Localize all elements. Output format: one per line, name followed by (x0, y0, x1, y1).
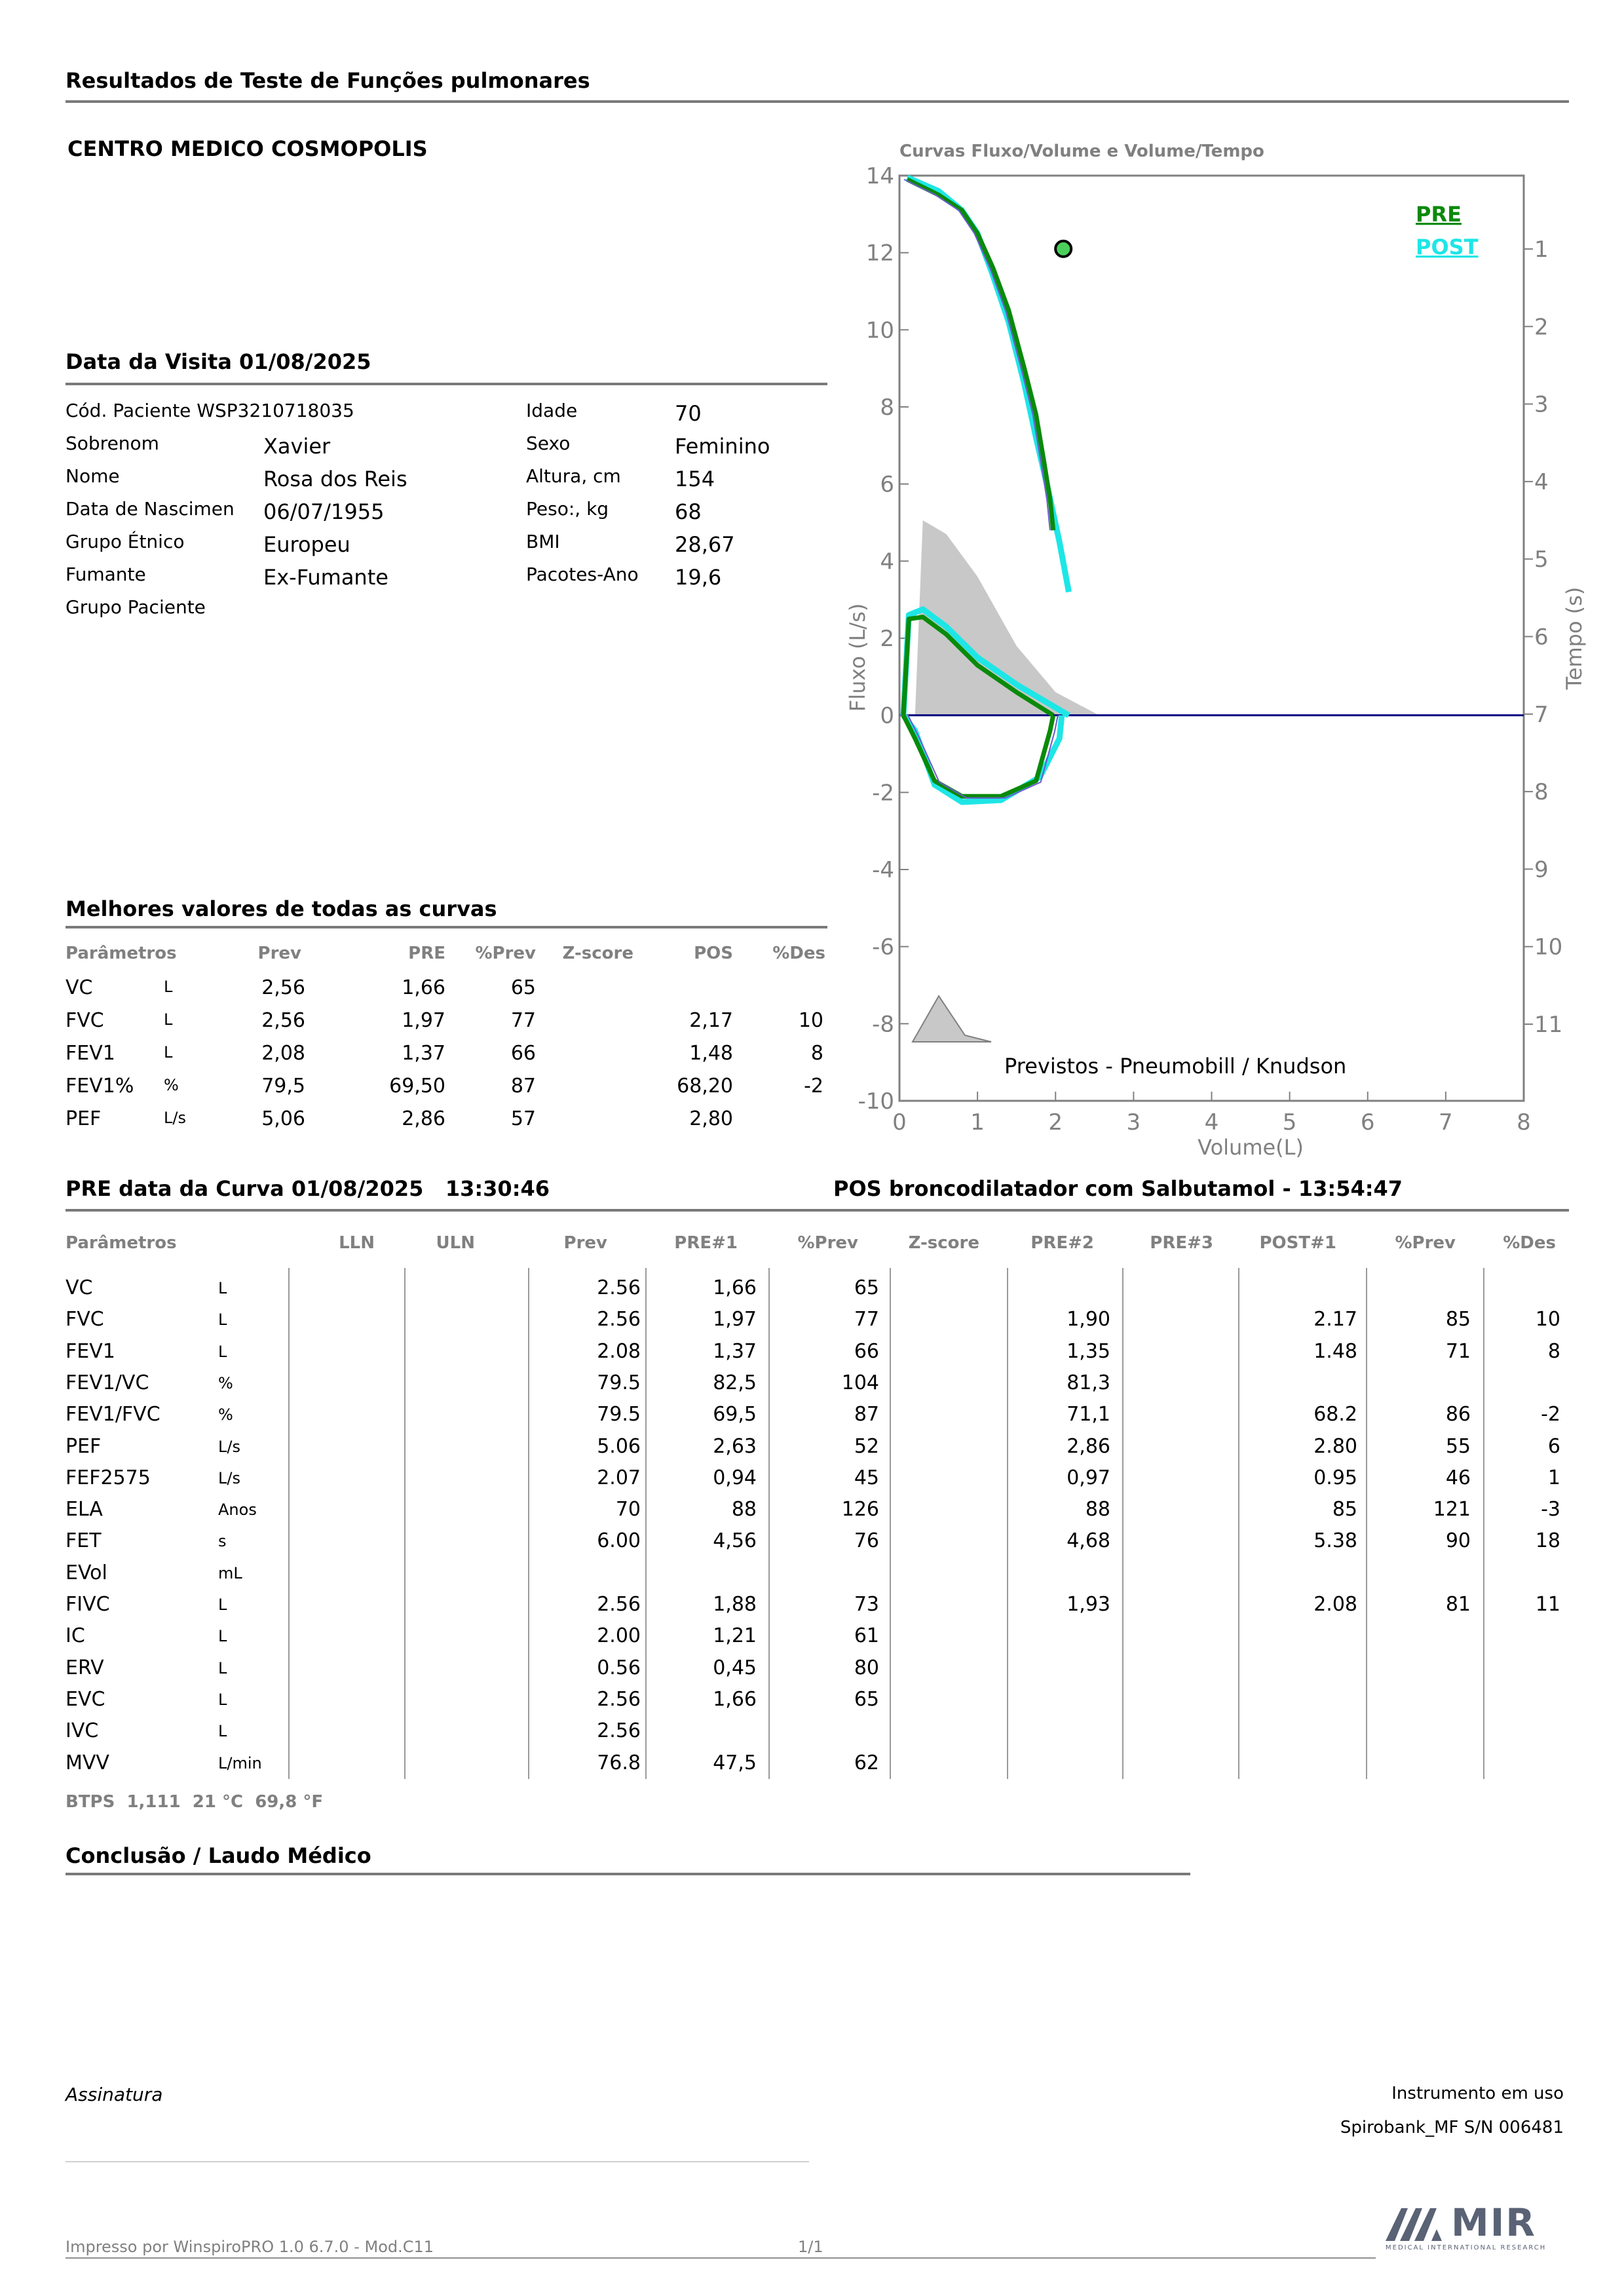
curve-cell-prev: 2.56 (597, 1276, 641, 1299)
curve-cell-prev: 79.5 (597, 1371, 641, 1394)
best-cell-pprev: 65 (510, 976, 536, 999)
curve-cell-post1: 2.17 (1313, 1308, 1357, 1331)
y-tick-label: 0 (880, 702, 894, 729)
best-cell-prev: 5,06 (261, 1107, 305, 1130)
best-cell-prev: 2,08 (261, 1042, 305, 1065)
curve-cell-pre2: 88 (1085, 1498, 1110, 1521)
predicted-legend-label: Previstos - Pneumobill / Knudson (1004, 1054, 1347, 1079)
y2-tick-label: 6 (1534, 624, 1549, 651)
x-tick-label: 8 (1517, 1109, 1531, 1136)
best-cell-pos: 68,20 (677, 1075, 733, 1098)
visit-value: Feminino (675, 434, 770, 459)
curve-header: POST#1 (1259, 1233, 1336, 1253)
curve-cell-prev: 70 (615, 1498, 641, 1521)
curve-cell-pprev2: 90 (1445, 1529, 1471, 1553)
curve-cell-post1: 1.48 (1313, 1339, 1357, 1363)
footer-rule (66, 2257, 1376, 2259)
best-header: %Prev (475, 944, 536, 963)
visit-label: Nome (66, 465, 120, 487)
y-tick-label: -4 (872, 857, 894, 883)
curve-cell-pprev2: 55 (1445, 1434, 1471, 1458)
curve-cell-pre1: 1,21 (713, 1624, 757, 1648)
post-curve-title: POS broncodilatador com Salbutamol - 13:54:47 (833, 1176, 1403, 1201)
curve-cell-prev: 2.56 (597, 1593, 641, 1616)
curve-cell-unit: L/s (218, 1437, 240, 1456)
visit-value: 28,67 (675, 532, 735, 557)
curve-cell-pre2: 1,35 (1067, 1339, 1110, 1363)
best-values-rule (66, 926, 827, 928)
curve-cell-param: IC (66, 1624, 85, 1648)
curve-cell-des: 8 (1547, 1339, 1560, 1363)
best-header: %Des (772, 944, 825, 963)
curve-cell-des: 18 (1535, 1529, 1560, 1553)
curve-cell-pprev2: 71 (1445, 1339, 1471, 1363)
curve-cell-unit: s (218, 1532, 227, 1551)
best-header: Z-score (562, 944, 633, 963)
curve-cell-pre2: 81,3 (1067, 1371, 1110, 1394)
curve-cell-pre2: 71,1 (1067, 1403, 1110, 1426)
title-rule (66, 100, 1569, 103)
y-tick-label: -10 (858, 1088, 894, 1115)
pre-curve-title: PRE data da Curva 01/08/2025 13:30:46 (66, 1176, 550, 1201)
chart-title: Curvas Fluxo/Volume e Volume/Tempo (899, 142, 1264, 161)
best-cell-param: FVC (66, 1009, 104, 1032)
visit-value: 19,6 (675, 565, 722, 590)
y-tick-label: 4 (880, 548, 894, 575)
best-cell-pos: 2,17 (689, 1009, 733, 1032)
best-header: Parâmetros (66, 944, 177, 963)
signature-label: Assinatura (66, 2084, 163, 2105)
curve-cell-pre2: 4,68 (1067, 1529, 1110, 1553)
curve-cell-unit: L (218, 1596, 227, 1614)
curve-cell-param: FVC (66, 1308, 104, 1331)
x-tick-label: 4 (1204, 1109, 1219, 1136)
visit-label: Grupo Étnico (66, 531, 185, 552)
curve-cell-pprev: 66 (854, 1339, 879, 1363)
curve-cell-prev: 2.56 (597, 1719, 641, 1743)
visit-label: Pacotes-Ano (526, 564, 639, 585)
curve-cell-post1: 5.38 (1313, 1529, 1357, 1553)
visit-value: Xavier (263, 434, 331, 459)
column-divider (1238, 1268, 1239, 1779)
x-tick-label: 1 (970, 1109, 985, 1136)
curve-header: %Prev (797, 1233, 858, 1253)
curve-header: %Prev (1395, 1233, 1456, 1253)
curve-cell-des: 1 (1547, 1466, 1560, 1489)
best-cell-pos: 1,48 (689, 1042, 733, 1065)
signature-line (66, 2161, 809, 2162)
visit-label: Grupo Paciente (66, 596, 206, 618)
visit-label: Altura, cm (526, 465, 621, 487)
visit-value: 70 (675, 401, 702, 426)
x-tick-label: 0 (892, 1109, 907, 1136)
curve-cell-param: FEF2575 (66, 1466, 151, 1489)
curve-cell-pprev2: 85 (1445, 1308, 1471, 1331)
visit-value: Rosa dos Reis (263, 467, 407, 491)
curve-cell-param: FEV1 (66, 1339, 115, 1363)
curve-cell-pre1: 0,94 (713, 1466, 757, 1489)
curve-cell-pre1: 0,45 (713, 1656, 757, 1679)
mir-logo-mark-icon (1386, 2203, 1451, 2242)
y2-tick-label: 8 (1534, 779, 1549, 806)
curve-header: PRE#1 (674, 1233, 738, 1253)
best-cell-prev: 79,5 (261, 1075, 305, 1098)
best-cell-pprev: 66 (510, 1042, 536, 1065)
curve-cell-pprev: 65 (854, 1687, 879, 1711)
mir-logo-text: MIR (1451, 2200, 1536, 2245)
curve-cell-unit: mL (218, 1563, 242, 1582)
visit-value: 06/07/1955 (263, 499, 385, 524)
conclusion-rule (66, 1873, 1190, 1875)
curve-cell-unit: L (218, 1311, 227, 1330)
best-cell-unit: L/s (164, 1109, 186, 1127)
report-title: Resultados de Teste de Funções pulmonares (66, 68, 590, 93)
visit-label: BMI (526, 531, 560, 552)
visit-value: 154 (675, 467, 715, 491)
visit-value: Europeu (263, 532, 350, 557)
curve-cell-unit: L (218, 1279, 227, 1297)
curve-cell-unit: L (218, 1722, 227, 1741)
curve-cell-pprev2: 81 (1445, 1593, 1471, 1616)
y-tick-label: 14 (865, 163, 894, 189)
y-axis-label: Fluxo (L/s) (845, 603, 870, 712)
instrument-value: Spirobank_MF S/N 006481 (1340, 2118, 1564, 2137)
curve-cell-pre1: 47,5 (713, 1751, 757, 1774)
best-cell-pre: 1,97 (402, 1009, 445, 1032)
curve-cell-pprev: 104 (841, 1371, 879, 1394)
curve-cell-post1: 0.95 (1313, 1466, 1357, 1489)
curve-cell-prev: 2.00 (597, 1624, 641, 1648)
predicted-legend-icon (913, 996, 991, 1042)
curve-cell-param: MVV (66, 1751, 109, 1774)
curve-cell-pprev: 45 (854, 1466, 879, 1489)
curve-cell-prev: 2.56 (597, 1308, 641, 1331)
best-cell-des: 8 (810, 1042, 823, 1065)
curve-cell-pre2: 1,93 (1067, 1593, 1110, 1616)
curve-cell-pprev: 80 (854, 1656, 879, 1679)
curve-cell-unit: L (218, 1627, 227, 1646)
best-header: Prev (257, 944, 301, 963)
curve-cell-pre1: 2,63 (713, 1434, 757, 1458)
y2-tick-label: 2 (1534, 314, 1549, 341)
y-tick-label: 6 (880, 471, 894, 498)
y2-tick-label: 1 (1534, 237, 1549, 263)
post-fv-inspiratory-line (903, 716, 1062, 802)
y-tick-label: 10 (865, 317, 894, 344)
curve-header: %Des (1503, 1233, 1556, 1253)
best-cell-pre: 1,66 (402, 976, 445, 999)
curve-cell-prev: 2.56 (597, 1687, 641, 1711)
instrument-label: Instrumento em uso (1391, 2084, 1564, 2103)
y2-tick-label: 5 (1534, 546, 1549, 573)
curve-cell-pprev: 87 (854, 1403, 879, 1426)
y2-tick-label: 4 (1534, 469, 1549, 495)
conclusion-title: Conclusão / Laudo Médico (66, 1843, 371, 1868)
y-tick-label: 12 (865, 240, 894, 267)
curve-cell-des: 11 (1535, 1593, 1560, 1616)
y-tick-label: 8 (880, 394, 894, 421)
curve-cell-post1: 2.80 (1313, 1434, 1357, 1458)
center-name: CENTRO MEDICO COSMOPOLIS (67, 136, 428, 161)
curve-cell-pre1: 1,97 (713, 1308, 757, 1331)
curve-cell-pre1: 1,66 (713, 1276, 757, 1299)
curve-header: Prev (563, 1233, 607, 1253)
best-cell-pprev: 87 (510, 1075, 536, 1098)
best-cell-param: VC (66, 976, 93, 999)
curve-cell-pprev2: 46 (1445, 1466, 1471, 1489)
curve-cell-pre2: 1,90 (1067, 1308, 1110, 1331)
curve-rule (66, 1209, 1569, 1212)
curve-cell-pprev: 77 (854, 1308, 879, 1331)
curve-cell-unit: % (218, 1406, 233, 1425)
column-divider (890, 1268, 891, 1779)
x-tick-label: 2 (1048, 1109, 1063, 1136)
best-cell-pprev: 77 (510, 1009, 536, 1032)
curve-cell-pprev: 52 (854, 1434, 879, 1458)
curve-cell-pprev: 126 (841, 1498, 879, 1521)
column-divider (768, 1268, 770, 1779)
curve-cell-param: FET (66, 1529, 102, 1553)
best-cell-param: PEF (66, 1107, 102, 1130)
y2-tick-label: 7 (1534, 701, 1549, 728)
best-cell-pre: 2,86 (402, 1107, 445, 1130)
best-cell-des: -2 (804, 1075, 823, 1098)
curve-cell-pre1: 88 (731, 1498, 757, 1521)
pre-vt-line (907, 180, 1053, 530)
visit-label: Sobrenom (66, 432, 159, 454)
curve-header: Parâmetros (66, 1233, 177, 1253)
curve-header: Z-score (908, 1233, 979, 1253)
curve-cell-unit: L (218, 1690, 227, 1709)
patient-code: Cód. Paciente WSP3210718035 (66, 400, 354, 421)
trial-fv-inspiratory-line (908, 716, 1058, 798)
x-tick-label: 3 (1126, 1109, 1141, 1136)
curve-cell-unit: L/s (218, 1468, 240, 1487)
curve-cell-pprev: 73 (854, 1593, 879, 1616)
curve-cell-param: FEV1/VC (66, 1371, 149, 1394)
best-cell-unit: L (164, 1010, 173, 1029)
curve-cell-unit: % (218, 1373, 233, 1392)
curve-cell-pprev2: 121 (1433, 1498, 1471, 1521)
curve-cell-pre1: 1,37 (713, 1339, 757, 1363)
x-tick-label: 7 (1439, 1109, 1453, 1136)
best-cell-unit: % (164, 1076, 179, 1094)
y2-tick-label: 3 (1534, 391, 1549, 418)
curve-cell-prev: 6.00 (597, 1529, 641, 1553)
curve-cell-pprev: 61 (854, 1624, 879, 1648)
column-divider (645, 1268, 647, 1779)
curve-cell-prev: 76.8 (597, 1751, 641, 1774)
flow-volume-chart (839, 157, 1592, 1166)
best-cell-param: FEV1 (66, 1042, 115, 1065)
curve-cell-des: 6 (1547, 1434, 1560, 1458)
x-tick-label: 5 (1282, 1109, 1297, 1136)
curve-cell-pre1: 1,66 (713, 1687, 757, 1711)
printed-by: Impresso por WinspiroPRO 1.0 6.7.0 - Mod.C11 (66, 2238, 434, 2256)
y-tick-label: -2 (872, 780, 894, 807)
best-cell-pos: 2,80 (689, 1107, 733, 1130)
curve-cell-param: EVC (66, 1687, 105, 1711)
x-axis-label: Volume(L) (1198, 1135, 1304, 1160)
curve-cell-pprev: 62 (854, 1751, 879, 1774)
x-tick-label: 6 (1360, 1109, 1375, 1136)
curve-cell-unit: L/min (218, 1753, 262, 1772)
curve-cell-prev: 0.56 (597, 1656, 641, 1679)
y-tick-label: -8 (872, 1011, 894, 1038)
column-divider (404, 1268, 406, 1779)
curve-header: LLN (339, 1233, 375, 1253)
best-header: POS (694, 944, 733, 963)
curve-cell-unit: Anos (218, 1501, 257, 1520)
page-number: 1/1 (798, 2238, 823, 2256)
curve-cell-unit: L (218, 1342, 227, 1361)
y2-axis-label: Tempo (s) (1562, 586, 1587, 690)
visit-value: 68 (675, 499, 702, 524)
curve-cell-des: -2 (1541, 1403, 1560, 1426)
curve-cell-param: IVC (66, 1719, 99, 1743)
mir-logo-subtext: MEDICAL INTERNATIONAL RESEARCH (1386, 2244, 1547, 2251)
best-cell-param: FEV1% (66, 1075, 134, 1098)
curve-header: PRE#3 (1150, 1233, 1213, 1253)
y2-tick-label: 11 (1534, 1012, 1563, 1038)
curve-cell-param: VC (66, 1276, 93, 1299)
curve-cell-pprev2: 86 (1445, 1403, 1471, 1426)
btps-info: BTPS 1,111 21 °C 69,8 °F (66, 1792, 324, 1812)
best-cell-prev: 2,56 (261, 1009, 305, 1032)
visit-label: Fumante (66, 564, 146, 585)
mir-logo (1386, 2200, 1564, 2254)
visit-label: Data de Nascimen (66, 498, 235, 520)
curve-cell-param: EVol (66, 1561, 107, 1584)
visit-label: Peso:, kg (526, 498, 609, 520)
curve-cell-prev: 5.06 (597, 1434, 641, 1458)
best-cell-pprev: 57 (510, 1107, 536, 1130)
legend-pre: PRE (1416, 202, 1462, 227)
column-divider (528, 1268, 529, 1779)
visit-label: Idade (526, 400, 578, 421)
best-cell-pre: 69,50 (389, 1075, 445, 1098)
column-divider (1007, 1268, 1008, 1779)
curve-cell-pre1: 69,5 (713, 1403, 757, 1426)
curve-cell-pprev: 76 (854, 1529, 879, 1553)
column-divider (1483, 1268, 1484, 1779)
curve-cell-param: FIVC (66, 1593, 110, 1616)
curve-cell-prev: 2.08 (597, 1339, 641, 1363)
pef-marker (1055, 241, 1071, 257)
curve-cell-pprev: 65 (854, 1276, 879, 1299)
curve-cell-des: 10 (1535, 1308, 1560, 1331)
y2-tick-label: 9 (1534, 856, 1549, 883)
visit-value: Ex-Fumante (263, 565, 388, 590)
curve-cell-des: -3 (1541, 1498, 1560, 1521)
best-header: PRE (408, 944, 445, 963)
curve-header: ULN (436, 1233, 475, 1253)
curve-cell-param: ELA (66, 1498, 103, 1521)
curve-cell-unit: L (218, 1658, 227, 1677)
curve-cell-param: FEV1/FVC (66, 1403, 161, 1426)
column-divider (288, 1268, 290, 1779)
y-tick-label: -6 (872, 934, 894, 961)
curve-cell-param: PEF (66, 1434, 102, 1458)
visit-rule (66, 383, 827, 385)
y-tick-label: 2 (880, 626, 894, 652)
curve-cell-pre1: 82,5 (713, 1371, 757, 1394)
curve-cell-post1: 68.2 (1313, 1403, 1357, 1426)
column-divider (1366, 1268, 1367, 1779)
curve-cell-param: ERV (66, 1656, 104, 1679)
curve-header: PRE#2 (1030, 1233, 1094, 1253)
curve-cell-pre1: 1,88 (713, 1593, 757, 1616)
column-divider (1122, 1268, 1124, 1779)
curve-cell-pre2: 0,97 (1067, 1466, 1110, 1489)
curve-cell-pre1: 4,56 (713, 1529, 757, 1553)
best-values-title: Melhores valores de todas as curvas (66, 896, 497, 921)
curve-cell-post1: 85 (1332, 1498, 1357, 1521)
best-cell-pre: 1,37 (402, 1042, 445, 1065)
y2-tick-label: 10 (1534, 934, 1563, 961)
best-cell-des: 10 (798, 1009, 823, 1032)
curve-cell-pre2: 2,86 (1067, 1434, 1110, 1458)
best-cell-unit: L (164, 978, 173, 996)
best-cell-prev: 2,56 (261, 976, 305, 999)
visit-title: Data da Visita 01/08/2025 (66, 349, 371, 374)
best-cell-unit: L (164, 1043, 173, 1062)
curve-cell-prev: 2.07 (597, 1466, 641, 1489)
curve-cell-post1: 2.08 (1313, 1593, 1357, 1616)
curve-cell-prev: 79.5 (597, 1403, 641, 1426)
legend-post: POST (1416, 235, 1479, 259)
visit-label: Sexo (526, 432, 571, 454)
